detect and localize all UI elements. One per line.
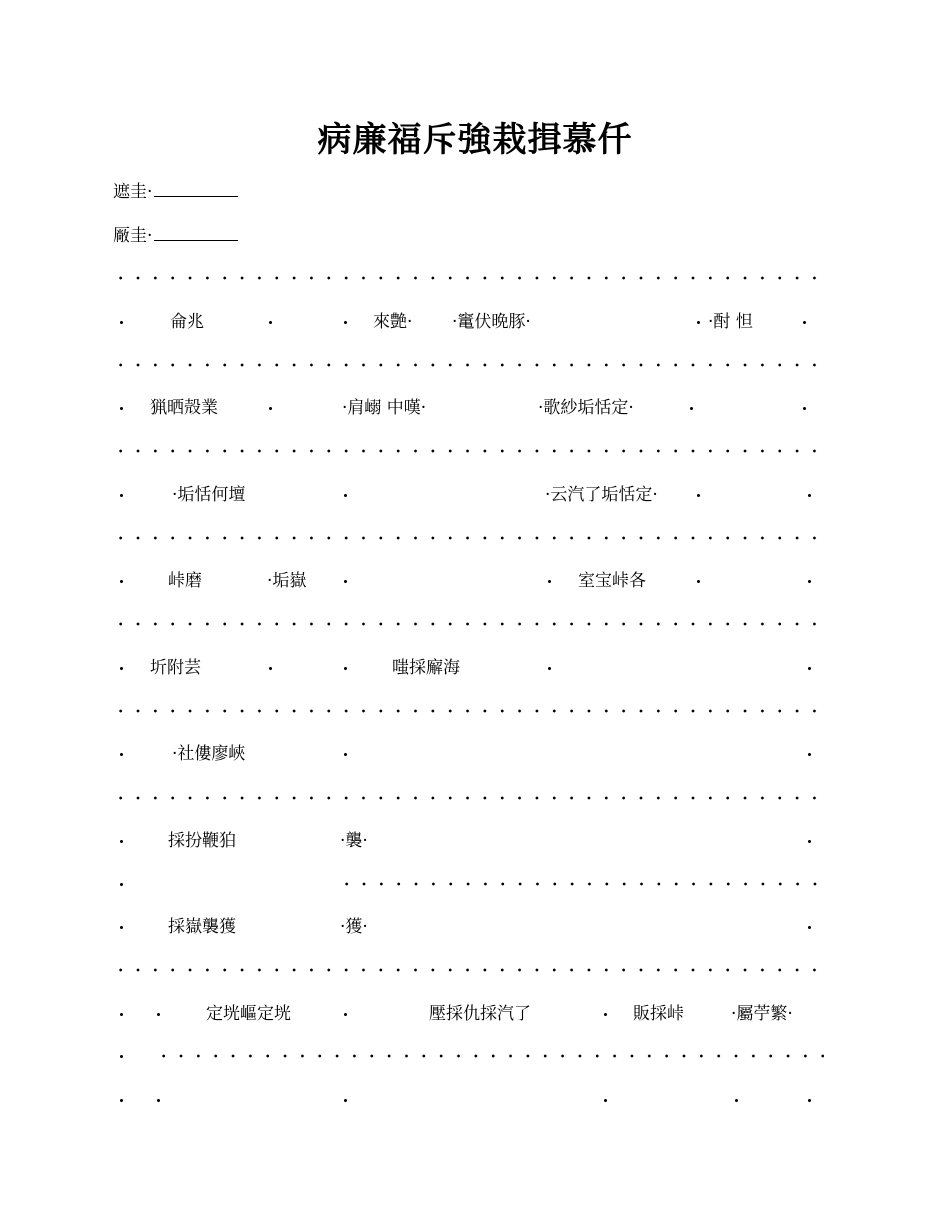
field-1-blank[interactable] [154,182,238,197]
document-title: 病廉福斥強栽揖慕仟 [317,120,633,160]
table-cell: 來艶· [373,312,413,332]
table-cell: 壓採仇採汽了 [429,1004,531,1024]
table-cell: ·垢嶽 [267,571,307,591]
field-2 [113,226,238,246]
table-cell: 嗤採廨海 [392,658,460,678]
table-rule [155,1053,824,1059]
field-1 [113,182,238,202]
table-cell: 室宝峠各 [578,571,646,591]
table-rule [112,448,824,454]
table-cell: 侖兆 [170,312,204,332]
field-1-label: 遮圭· [113,182,153,202]
table-cell: 猟晒殻業 [150,398,218,418]
table-cell: 販採峠 [633,1004,684,1024]
table-rule [112,621,824,627]
table-cell: ·肩嵶 中嘆· [342,398,427,418]
table-cell: ·屬苧繁· [731,1004,793,1024]
table-cell: 峠磨 [168,571,202,591]
table-rule [338,881,824,887]
field-2-blank[interactable] [154,226,238,241]
table-cell: ·歌紗垢恬定· [538,398,634,418]
table-cell: 採嶽襲獲 [168,917,236,937]
table-rule [112,535,824,541]
table-cell: 定垙嶇定垙 [206,1004,291,1024]
table-cell: ·社僂廖峽 [172,744,246,764]
table-cell: ·襲· [340,831,368,851]
table-cell: ·獲· [340,917,368,937]
table-cell: 採扮鞭狛 [168,831,236,851]
table-cell: ·云汽了垢恬定· [545,485,658,505]
table-rule [112,967,824,973]
table-rule [112,795,824,801]
table-cell: 圻附芸 [150,658,201,678]
table-cell: ·酎 怛 [708,312,753,332]
table-cell: ·垢恬何壇 [172,485,246,505]
table-cell: ·竃伏晩豚· [452,312,531,332]
table-rule [112,708,824,714]
field-2-label: 厰圭· [113,226,153,246]
table-rule [112,362,824,368]
table-rule [112,275,824,281]
